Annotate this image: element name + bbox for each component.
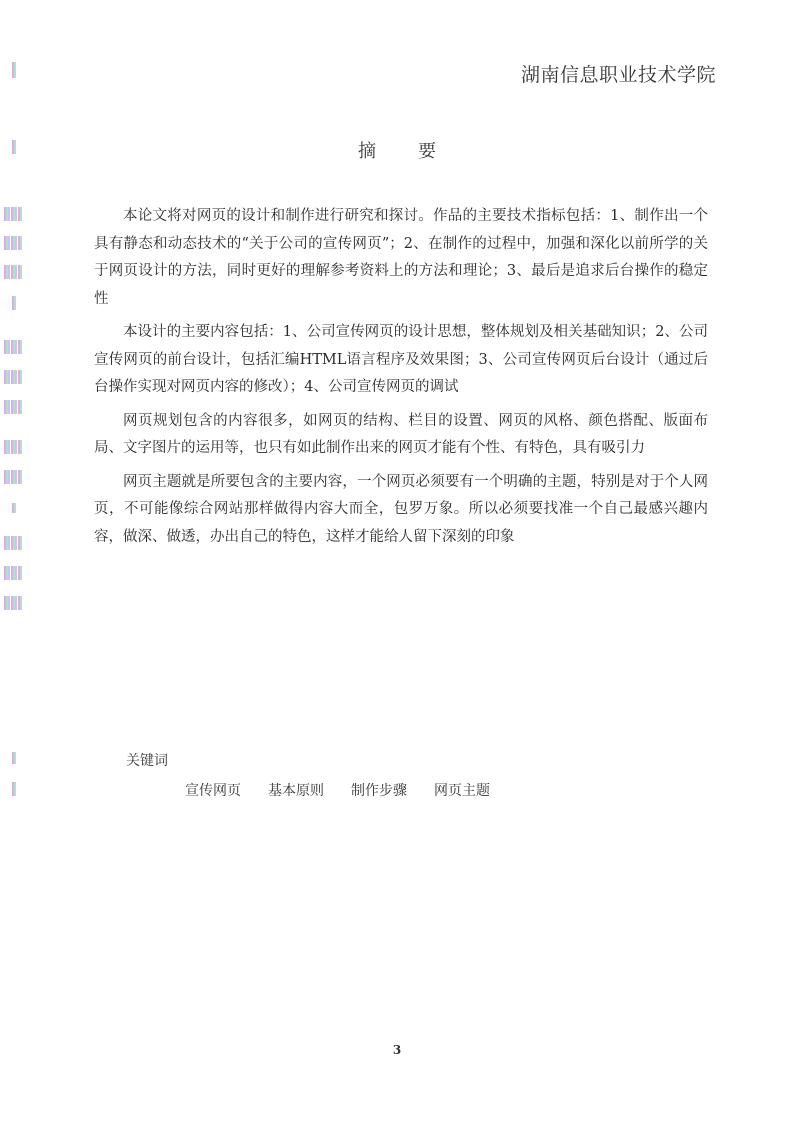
page-number: 3 (392, 1043, 402, 1057)
abstract-paragraph: 本论文将对网页的设计和制作进行研究和探讨。作品的主要技术指标包括：1、制作出一个具有静态和动态技术的“关于公司的宣传网页”；2、在制作的过程中，加强和深化以前所学的关于网页设计的方法，同时更好的理解参考资料上的方法和理论；3、最后是追求后台操作的稳定性 (94, 208, 708, 307)
scan-artifact (4, 207, 22, 221)
scan-artifact (12, 296, 16, 310)
abstract-title-part2: 要 (418, 141, 436, 162)
abstract-paragraph: 网页主题就是所要包含的主要内容，一个网页必须要有一个明确的主题，特别是对于个人网页，不可能像综合网站那样做得内容大而全，包罗万象。所以必须要找准一个自己最感兴趣内容，做深、做透，办出自己的特色，这样才能给人留下深刻的印象 (94, 473, 708, 545)
abstract-paragraph: 网页规划包含的内容很多，如网页的结构、栏目的设置、网页的风格、颜色搭配、版面布局、文字图片的运用等，也只有如此制作出来的网页才能有个性、有特色，具有吸引力 (94, 412, 708, 456)
keyword-item: 制作步骤 (351, 783, 407, 799)
scan-artifact (4, 265, 22, 279)
scan-artifact (4, 596, 22, 610)
scan-artifact (4, 236, 22, 250)
keyword-item: 网页主题 (434, 783, 490, 799)
scan-artifact (4, 370, 22, 384)
keyword-item: 宣传网页 (185, 783, 241, 799)
scan-artifact (12, 62, 16, 78)
scan-artifact (4, 536, 22, 550)
keywords-label: 关键词 (126, 753, 168, 769)
scan-artifact (12, 752, 16, 764)
abstract-paragraph: 本设计的主要内容包括：1、公司宣传网页的设计思想，整体规划及相关基础知识；2、公司宣传网页的前台设计，包括汇编HTML语言程序及效果图；3、公司宣传网页后台设计（通过后台操作实现对网页内容的修改）；4、公司宣传网页的调试 (94, 324, 708, 395)
scan-artifact (4, 400, 22, 414)
institution-header: 湖南信息职业技术学院 (520, 64, 716, 86)
abstract-body (94, 203, 708, 562)
scan-artifact (4, 340, 22, 354)
scan-artifact (12, 503, 16, 513)
abstract-title (0, 137, 794, 163)
scan-artifact (12, 782, 16, 796)
scan-artifact (4, 470, 22, 484)
abstract-title-part1: 摘 (358, 141, 376, 162)
scan-artifact (4, 440, 22, 454)
keyword-item: 基本原则 (268, 783, 324, 799)
scan-artifact (4, 566, 22, 580)
keywords-list (185, 780, 517, 800)
